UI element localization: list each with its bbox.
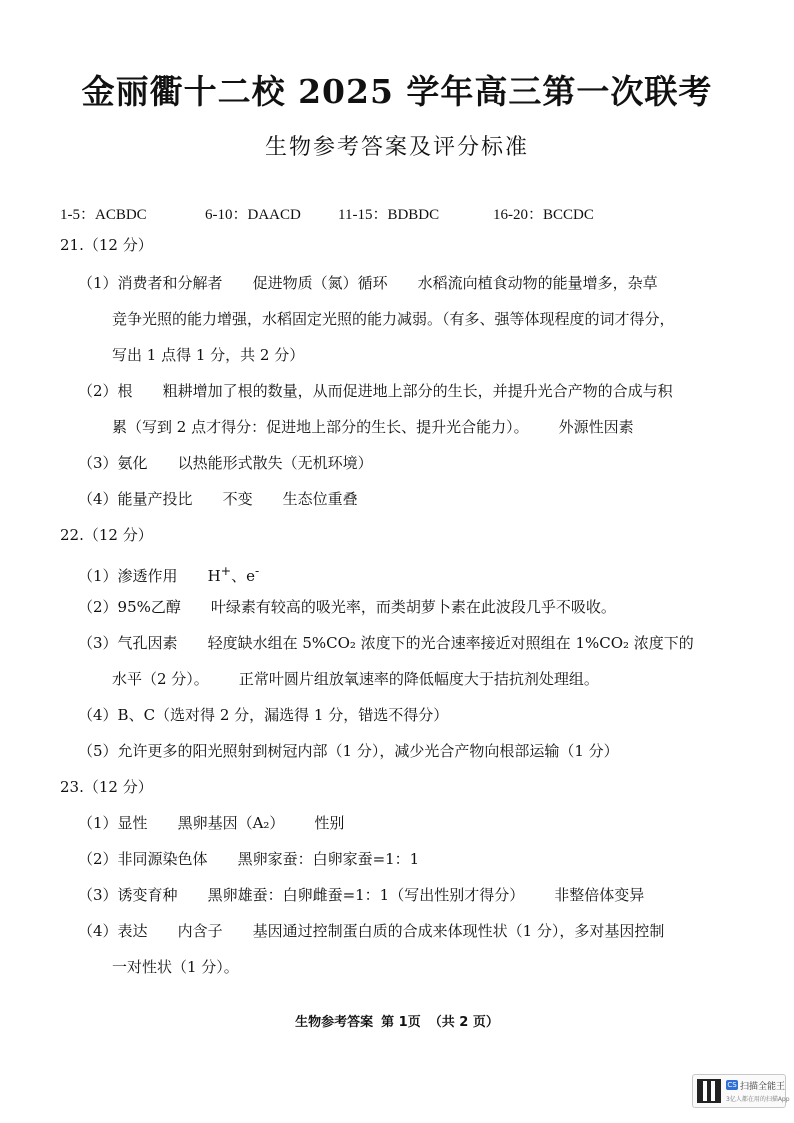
answer: H xyxy=(207,567,221,585)
answer: 生态位重叠 xyxy=(282,490,358,508)
answer: 水稻流向植食动物的能量增多，杂草 xyxy=(417,274,658,292)
document-title: 金丽衢十二校 2025 学年高三第一次联考 xyxy=(81,72,713,111)
answer: 允许更多的阳光照射到树冠内部（1 分），减少光合产物向根部运输（1 分） xyxy=(117,742,619,760)
answer: 气孔因素 xyxy=(117,634,178,652)
answer: 渗透作用 xyxy=(117,567,178,585)
q21-part4 xyxy=(78,489,358,509)
answer: 累（写到 2 点才得分：促进地上部分的生长、提升光合能力）。 xyxy=(112,418,529,436)
answer: 非同源染色体 xyxy=(117,850,208,868)
answer: 内含子 xyxy=(177,922,223,940)
watermark-app-name: 扫描全能王 xyxy=(740,1082,786,1092)
answer: 消费者和分解者 xyxy=(117,274,223,292)
scanner-watermark xyxy=(692,1074,790,1108)
q22-part3 xyxy=(78,633,694,653)
part-number: （4） xyxy=(78,922,118,940)
part-number: （5） xyxy=(78,742,118,760)
answer: 、e xyxy=(231,567,256,585)
answer: 性别 xyxy=(314,814,345,832)
q22-part5 xyxy=(78,741,619,761)
answer: 正常叶圆片组放氧速率的降低幅度大于拮抗剂处理组。 xyxy=(238,670,599,688)
answer: 黑卵基因（A₂） xyxy=(177,814,285,832)
mc-group-1: 1-5：ACBDC xyxy=(60,207,147,223)
camscanner-logo-icon: CS xyxy=(727,1081,737,1089)
part-number: （3） xyxy=(78,634,118,652)
part-number: （2） xyxy=(78,598,118,616)
q23-part1 xyxy=(78,813,344,833)
q22-part4 xyxy=(78,705,448,725)
mc-group-2: 6-10：DAACD xyxy=(205,207,301,223)
watermark-tagline: 3亿人都在用的扫描App xyxy=(726,1096,790,1103)
answer: 诱变育种 xyxy=(117,886,178,904)
superscript: - xyxy=(255,563,260,578)
answer: 叶绿素有较高的吸光率，而类胡萝卜素在此波段几乎不吸收。 xyxy=(210,598,616,616)
mc-group-4: 16-20：BCCDC xyxy=(493,207,594,223)
footer-page-number: 第 1页 xyxy=(381,1015,421,1030)
q23-part3 xyxy=(78,885,644,905)
q21-header: 21.（12 分） xyxy=(60,236,153,254)
q22-header: 22.（12 分） xyxy=(60,526,153,544)
q22-part1 xyxy=(78,561,259,586)
answer: 95%乙醇 xyxy=(117,598,181,616)
answer: 显性 xyxy=(117,814,148,832)
answer: 轻度缺水组在 5%CO₂ 浓度下的光合速率接近对照组在 1%CO₂ 浓度下的 xyxy=(207,634,694,652)
part-number: （3） xyxy=(78,454,118,472)
answer: B、C（选对得 2 分，漏选得 1 分，错选不得分） xyxy=(117,706,449,724)
part-number: （1） xyxy=(78,274,118,292)
qr-code-icon xyxy=(697,1079,721,1103)
answer: 促进物质（氮）循环 xyxy=(252,274,388,292)
q23-part4-line2: 一对性状（1 分）。 xyxy=(112,958,239,976)
page-footer xyxy=(0,1011,794,1030)
answer: 以热能形式散失（无机环境） xyxy=(177,454,373,472)
document-subtitle: 生物参考答案及评分标准 xyxy=(264,135,529,160)
footer-page-total: （共 2 页） xyxy=(428,1015,499,1030)
q21-part1-line2: 竞争光照的能力增强，水稻固定光照的能力减弱。（有多、强等体现程度的词才得分， xyxy=(112,310,675,328)
answer: 粗耕增加了根的数量，从而促进地上部分的生长，并提升光合产物的合成与积 xyxy=(162,382,673,400)
part-number: （2） xyxy=(78,850,118,868)
answer: 根 xyxy=(117,382,133,400)
q23-header: 23.（12 分） xyxy=(60,778,153,796)
answer: 水平（2 分）。 xyxy=(112,670,209,688)
q21-part1 xyxy=(78,273,658,293)
part-number: （1） xyxy=(78,567,118,585)
q21-part2-line2 xyxy=(112,417,634,437)
q23-part4 xyxy=(78,921,664,941)
q21-part3 xyxy=(78,453,373,473)
answer: 表达 xyxy=(117,922,148,940)
q21-part2 xyxy=(78,381,673,401)
answer: 非整倍体变异 xyxy=(554,886,645,904)
q23-part2 xyxy=(78,849,419,869)
part-number: （3） xyxy=(78,886,118,904)
q22-part2 xyxy=(78,597,616,617)
q21-part1-line3: 写出 1 点得 1 分，共 2 分） xyxy=(112,346,305,364)
footer-doc-name: 生物参考答案 xyxy=(295,1015,374,1030)
answer: 不变 xyxy=(222,490,253,508)
answer: 氨化 xyxy=(117,454,148,472)
answer: 外源性因素 xyxy=(558,418,634,436)
answer: 黑卵家蚕：白卵家蚕=1：1 xyxy=(237,850,420,868)
part-number: （4） xyxy=(78,706,118,724)
mc-group-3: 11-15：BDBDC xyxy=(338,207,440,223)
part-number: （2） xyxy=(78,382,118,400)
answer: 能量产投比 xyxy=(117,490,193,508)
answer: 黑卵雄蚕：白卵雌蚕=1：1（写出性别才得分） xyxy=(207,886,525,904)
superscript: + xyxy=(220,563,232,578)
part-number: （1） xyxy=(78,814,118,832)
q22-part3-line2 xyxy=(112,669,599,689)
part-number: （4） xyxy=(78,490,118,508)
answer: 基因通过控制蛋白质的合成来体现性状（1 分），多对基因控制 xyxy=(252,922,665,940)
